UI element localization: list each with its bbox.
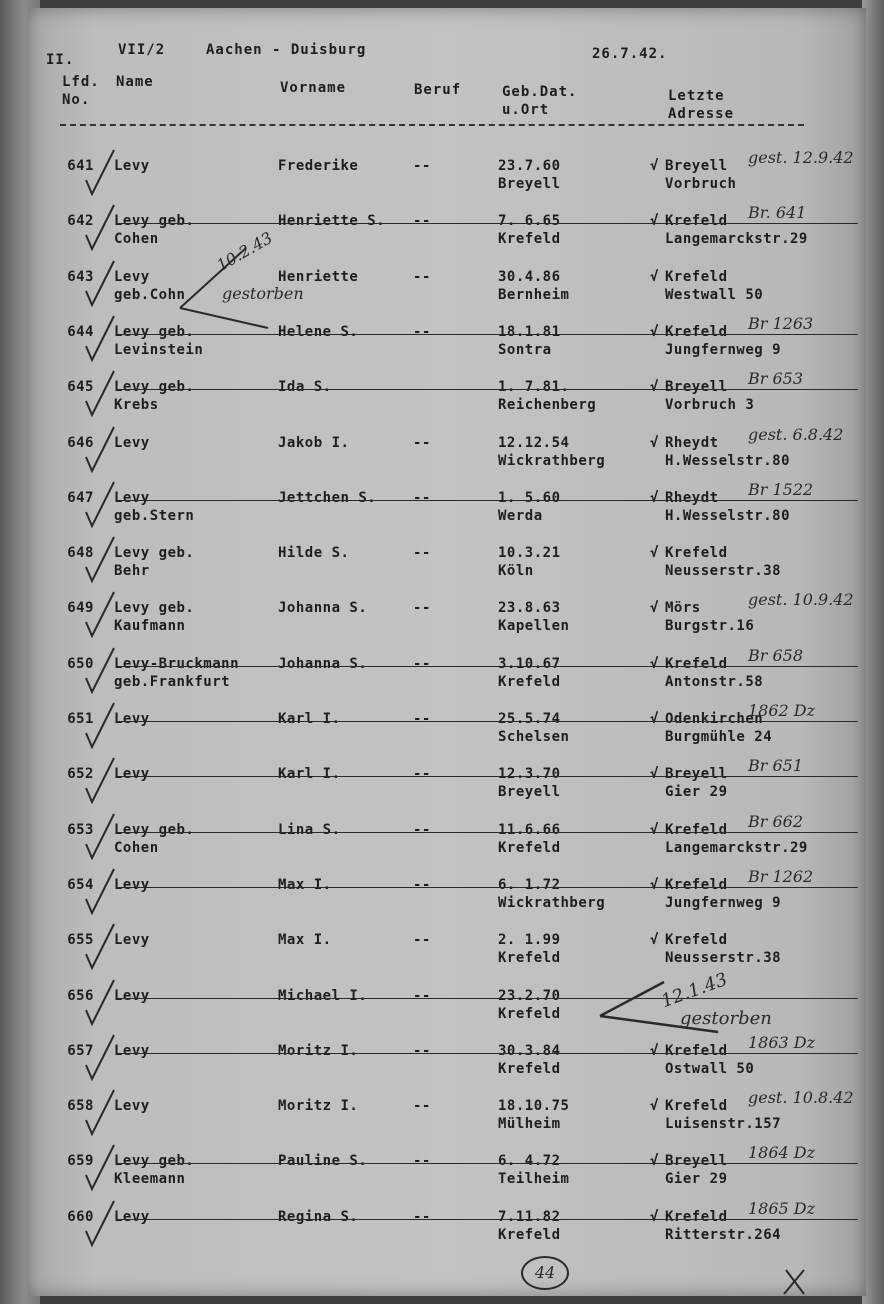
lfd-number: 649: [67, 600, 94, 616]
address-city: Odenkirchen: [665, 711, 764, 727]
page-number: 44: [521, 1256, 569, 1290]
surname: Levy geb.: [114, 822, 195, 838]
check-mark-icon: [82, 978, 118, 1026]
lfd-number: 659: [67, 1153, 94, 1169]
col-name: Name: [116, 74, 154, 90]
address-city: Krefeld: [665, 1043, 728, 1059]
strike-through-line: [118, 500, 858, 501]
address-street: Burgmühle 24: [665, 729, 773, 745]
surname: Levy geb.: [114, 600, 195, 616]
birth-place: Krefeld: [498, 1061, 561, 1077]
profession: --: [413, 766, 431, 782]
table-row: [28, 425, 866, 491]
surname: Levy: [114, 877, 150, 893]
surname-line2: geb.Cohn: [114, 287, 186, 303]
address-check-icon: √: [650, 1043, 659, 1059]
birth-date: 18.10.75: [498, 1098, 570, 1114]
address-street: Neusserstr.38: [665, 563, 782, 579]
handwritten-note: 1865 Dz: [748, 1199, 816, 1218]
cross-mark-icon: [784, 1270, 804, 1294]
handwritten-note: 1864 Dz: [748, 1143, 816, 1162]
check-mark-icon: [82, 425, 118, 473]
first-name: Regina S.: [278, 1209, 359, 1225]
lfd-number: 654: [67, 877, 94, 893]
birth-place: Wickrathberg: [498, 895, 606, 911]
birth-date: 2. 1.99: [498, 932, 561, 948]
first-name: Pauline S.: [278, 1153, 368, 1169]
handwritten-word-656: gestorben: [680, 1008, 772, 1029]
surname-line2: geb.Stern: [114, 508, 195, 524]
first-name: Max I.: [278, 932, 332, 948]
surname: Levy geb.: [114, 379, 195, 395]
check-mark-icon: [82, 535, 118, 583]
profession: --: [413, 435, 431, 451]
birth-date: 11.6.66: [498, 822, 561, 838]
handwritten-note: Br 651: [748, 756, 804, 775]
check-mark-icon: [82, 203, 118, 251]
profession: --: [413, 877, 431, 893]
handwritten-note: Br 1522: [748, 480, 814, 499]
address-street: Vorbruch 3: [665, 397, 755, 413]
address-city: Krefeld: [665, 822, 728, 838]
lfd-number: 653: [67, 822, 94, 838]
table-row: [28, 314, 866, 380]
address-city: Krefeld: [665, 932, 728, 948]
handwritten-note: Br 1263: [748, 314, 814, 333]
birth-place: Krefeld: [498, 1227, 561, 1243]
handwritten-word-643: gestorben: [222, 284, 304, 303]
handwritten-note: 1862 Dz: [748, 701, 816, 720]
col-beruf: Beruf: [414, 82, 462, 98]
lfd-number: 644: [67, 324, 94, 340]
first-name: Johanna S.: [278, 600, 368, 616]
surname-line2: Levinstein: [114, 342, 204, 358]
address-check-icon: √: [650, 269, 659, 285]
col-adresse-line1: Letzte: [668, 88, 725, 104]
birth-place: Wickrathberg: [498, 453, 606, 469]
table-row: [28, 590, 866, 656]
lfd-number: 641: [67, 158, 94, 174]
table-row: [28, 867, 866, 933]
address-street: H.Wesselstr.80: [665, 453, 791, 469]
birth-date: 1. 7.81.: [498, 379, 570, 395]
first-name: Henriette S.: [278, 213, 386, 229]
surname: Levy: [114, 158, 150, 174]
handwritten-date-656: 12.1.43: [658, 968, 731, 1013]
col-lfd-line1: Lfd.: [62, 74, 100, 90]
table-row: [28, 1199, 866, 1265]
surname: Levy: [114, 490, 150, 506]
address-street: Burgstr.16: [665, 618, 755, 634]
strike-through-line: [118, 721, 858, 722]
surname: Levy: [114, 435, 150, 451]
first-name: Moritz I.: [278, 1098, 359, 1114]
table-row: [28, 932, 866, 988]
surname-line2: Kaufmann: [114, 618, 186, 634]
first-name: Helene S.: [278, 324, 359, 340]
lfd-number: 652: [67, 766, 94, 782]
transport-route: Aachen - Duisburg: [206, 42, 367, 58]
table-row: [28, 480, 866, 546]
check-mark-icon: [82, 922, 118, 970]
birth-date: 10.3.21: [498, 545, 561, 561]
profession: --: [413, 822, 431, 838]
profession: --: [413, 213, 431, 229]
strike-through-line: [118, 666, 858, 667]
address-check-icon: √: [650, 932, 659, 948]
address-city: Krefeld: [665, 269, 728, 285]
birth-date: 6. 4.72: [498, 1153, 561, 1169]
handwritten-note: gest. 12.9.42: [748, 148, 854, 167]
col-vorname: Vorname: [280, 80, 347, 96]
lfd-number: 651: [67, 711, 94, 727]
first-name: Michael I.: [278, 988, 368, 1004]
first-name: Ida S.: [278, 379, 332, 395]
lfd-number: 656: [67, 988, 94, 1004]
surname: Levy geb.: [114, 1153, 195, 1169]
lfd-number: 658: [67, 1098, 94, 1114]
birth-date: 7. 6.65: [498, 213, 561, 229]
address-check-icon: √: [650, 158, 659, 174]
birth-place: Sontra: [498, 342, 552, 358]
lfd-number: 655: [67, 932, 94, 948]
birth-place: Krefeld: [498, 840, 561, 856]
handwritten-note: Br. 641: [748, 203, 807, 222]
profession: --: [413, 324, 431, 340]
lfd-number: 645: [67, 379, 94, 395]
address-city: Breyell: [665, 1153, 728, 1169]
surname: Levy: [114, 1209, 150, 1225]
birth-date: 6. 1.72: [498, 877, 561, 893]
check-mark-icon: [82, 646, 118, 694]
address-street: Langemarckstr.29: [665, 840, 808, 856]
header-separator: [60, 124, 804, 126]
address-city: Rheydt: [665, 435, 719, 451]
address-street: Jungfernweg 9: [665, 342, 782, 358]
table-row: [28, 269, 866, 325]
profession: --: [413, 490, 431, 506]
birth-date: 3.10.67: [498, 656, 561, 672]
strike-through-line: [118, 887, 858, 888]
profession: --: [413, 656, 431, 672]
handwritten-note: 1863 Dz: [748, 1033, 816, 1052]
address-street: H.Wesselstr.80: [665, 508, 791, 524]
table-row: [28, 369, 866, 435]
address-street: Antonstr.58: [665, 674, 764, 690]
strike-through-line: [118, 998, 858, 999]
handwritten-note: Br 653: [748, 369, 804, 388]
surname-line2: Cohen: [114, 231, 159, 247]
strike-through-line: [118, 223, 858, 224]
table-row: [28, 1143, 866, 1209]
birth-place: Werda: [498, 508, 543, 524]
profession: --: [413, 545, 431, 561]
strike-through-line: [118, 1163, 858, 1164]
birth-place: Schelsen: [498, 729, 570, 745]
surname: Levy: [114, 766, 150, 782]
section-roman: II.: [46, 52, 75, 68]
handwritten-date-643: 10.2.43: [213, 228, 276, 275]
profession: --: [413, 1153, 431, 1169]
first-name: Jettchen S.: [278, 490, 377, 506]
surname-line2: geb.Frankfurt: [114, 674, 231, 690]
first-name: Frederike: [278, 158, 359, 174]
table-row: [28, 203, 866, 269]
surname-line2: Cohen: [114, 840, 159, 856]
handwritten-note: Br 662: [748, 812, 804, 831]
address-city: Krefeld: [665, 1209, 728, 1225]
profession: --: [413, 932, 431, 948]
check-mark-icon: [82, 148, 118, 196]
address-city: Breyell: [665, 158, 728, 174]
check-mark-icon: [82, 369, 118, 417]
handwritten-note: gest. 6.8.42: [748, 425, 844, 444]
birth-place: Krefeld: [498, 674, 561, 690]
profession: --: [413, 1043, 431, 1059]
surname: Levy-Bruckmann: [114, 656, 240, 672]
first-name: Jakob I.: [278, 435, 350, 451]
first-name: Karl I.: [278, 766, 341, 782]
birth-date: 12.12.54: [498, 435, 570, 451]
profession: --: [413, 711, 431, 727]
check-mark-icon: [82, 1143, 118, 1191]
lfd-number: 650: [67, 656, 94, 672]
surname: Levy geb.: [114, 545, 195, 561]
address-street: Gier 29: [665, 1171, 728, 1187]
address-check-icon: √: [650, 435, 659, 451]
birth-place: Reichenberg: [498, 397, 597, 413]
strike-through-line: [118, 334, 858, 335]
surname: Levy: [114, 269, 150, 285]
lfd-number: 657: [67, 1043, 94, 1059]
col-lfd-line2: No.: [62, 92, 91, 108]
address-check-icon: √: [650, 324, 659, 340]
birth-place: Köln: [498, 563, 534, 579]
check-mark-icon: [82, 867, 118, 915]
birth-date: 30.3.84: [498, 1043, 561, 1059]
surname-line2: Kleemann: [114, 1171, 186, 1187]
birth-date: 23.2.70: [498, 988, 561, 1004]
birth-place: Breyell: [498, 784, 561, 800]
strike-through-line: [118, 1219, 858, 1220]
address-check-icon: √: [650, 379, 659, 395]
profession: --: [413, 1209, 431, 1225]
check-mark-icon: [82, 259, 118, 307]
birth-place: Mülheim: [498, 1116, 561, 1132]
first-name: Karl I.: [278, 711, 341, 727]
lfd-number: 660: [67, 1209, 94, 1225]
handwritten-note: gest. 10.8.42: [748, 1088, 854, 1107]
address-street: Jungfernweg 9: [665, 895, 782, 911]
profession: --: [413, 158, 431, 174]
transport-code: VII/2: [118, 42, 166, 58]
first-name: Max I.: [278, 877, 332, 893]
address-city: Krefeld: [665, 545, 728, 561]
surname: Levy: [114, 932, 150, 948]
address-check-icon: √: [650, 711, 659, 727]
address-street: Vorbruch: [665, 176, 737, 192]
address-street: Ritterstr.264: [665, 1227, 782, 1243]
strike-through-line: [118, 1053, 858, 1054]
surname: Levy: [114, 988, 150, 1004]
birth-date: 25.5.74: [498, 711, 561, 727]
address-check-icon: √: [650, 600, 659, 616]
address-city: Krefeld: [665, 877, 728, 893]
table-row: [28, 812, 866, 878]
birth-date: 18.1.81: [498, 324, 561, 340]
document-page: [28, 8, 866, 1296]
col-adresse-line2: Adresse: [668, 106, 735, 122]
surname: Levy geb.: [114, 324, 195, 340]
check-mark-icon: [82, 314, 118, 362]
table-row: [28, 545, 866, 601]
check-mark-icon: [82, 590, 118, 638]
strike-through-line: [118, 776, 858, 777]
handwritten-note: Br 1262: [748, 867, 814, 886]
surname: Levy: [114, 1098, 150, 1114]
address-check-icon: √: [650, 766, 659, 782]
table-row: [28, 646, 866, 712]
birth-place: Breyell: [498, 176, 561, 192]
address-check-icon: √: [650, 1209, 659, 1225]
address-check-icon: √: [650, 1153, 659, 1169]
address-check-icon: √: [650, 213, 659, 229]
address-check-icon: √: [650, 490, 659, 506]
birth-date: 12.3.70: [498, 766, 561, 782]
lfd-number: 646: [67, 435, 94, 451]
lfd-number: 642: [67, 213, 94, 229]
table-row: [28, 1088, 866, 1154]
check-mark-icon: [82, 1033, 118, 1081]
first-name: Hilde S.: [278, 545, 350, 561]
check-mark-icon: [82, 812, 118, 860]
first-name: Johanna S.: [278, 656, 368, 672]
handwritten-note: Br 658: [748, 646, 804, 665]
surname: Levy: [114, 1043, 150, 1059]
check-mark-icon: [82, 701, 118, 749]
address-check-icon: √: [650, 877, 659, 893]
address-city: Krefeld: [665, 324, 728, 340]
lfd-number: 648: [67, 545, 94, 561]
birth-date: 7.11.82: [498, 1209, 561, 1225]
birth-place: Krefeld: [498, 231, 561, 247]
first-name: Lina S.: [278, 822, 341, 838]
table-row: [28, 1033, 866, 1099]
lfd-number: 647: [67, 490, 94, 506]
address-check-icon: √: [650, 822, 659, 838]
col-geb-line2: u.Ort: [502, 102, 550, 118]
col-geb-line1: Geb.Dat.: [502, 84, 578, 100]
address-street: Ostwall 50: [665, 1061, 755, 1077]
check-mark-icon: [82, 1199, 118, 1247]
strike-through-line: [118, 832, 858, 833]
profession: --: [413, 1098, 431, 1114]
address-check-icon: √: [650, 656, 659, 672]
address-check-icon: √: [650, 545, 659, 561]
address-check-icon: √: [650, 1098, 659, 1114]
address-street: Neusserstr.38: [665, 950, 782, 966]
address-city: Krefeld: [665, 656, 728, 672]
check-mark-icon: [82, 1088, 118, 1136]
address-street: Luisenstr.157: [665, 1116, 782, 1132]
check-mark-icon: [82, 480, 118, 528]
surname-line2: Behr: [114, 563, 150, 579]
transport-date: 26.7.42.: [592, 46, 668, 62]
check-mark-icon: [82, 756, 118, 804]
address-street: Westwall 50: [665, 287, 764, 303]
strike-through-line: [118, 389, 858, 390]
surname: Levy geb.: [114, 213, 195, 229]
handwritten-note: gest. 10.9.42: [748, 590, 854, 609]
birth-date: 23.8.63: [498, 600, 561, 616]
first-name: Henriette: [278, 269, 359, 285]
surname-line2: Krebs: [114, 397, 159, 413]
surname: Levy: [114, 711, 150, 727]
address-street: Gier 29: [665, 784, 728, 800]
first-name: Moritz I.: [278, 1043, 359, 1059]
profession: --: [413, 269, 431, 285]
table-row: [28, 756, 866, 822]
birth-place: Teilheim: [498, 1171, 570, 1187]
birth-date: 23.7.60: [498, 158, 561, 174]
address-city: Breyell: [665, 766, 728, 782]
birth-date: 1. 5.60: [498, 490, 561, 506]
table-row: [28, 148, 866, 214]
birth-place: Bernheim: [498, 287, 570, 303]
address-city: Mörs: [665, 600, 701, 616]
address-city: Rheydt: [665, 490, 719, 506]
lfd-number: 643: [67, 269, 94, 285]
address-city: Krefeld: [665, 213, 728, 229]
table-row: [28, 701, 866, 767]
profession: --: [413, 600, 431, 616]
address-city: Breyell: [665, 379, 728, 395]
profession: --: [413, 988, 431, 1004]
birth-place: Kapellen: [498, 618, 570, 634]
birth-place: Krefeld: [498, 950, 561, 966]
birth-place: Krefeld: [498, 1006, 561, 1022]
address-city: Krefeld: [665, 1098, 728, 1114]
birth-date: 30.4.86: [498, 269, 561, 285]
address-street: Langemarckstr.29: [665, 231, 808, 247]
